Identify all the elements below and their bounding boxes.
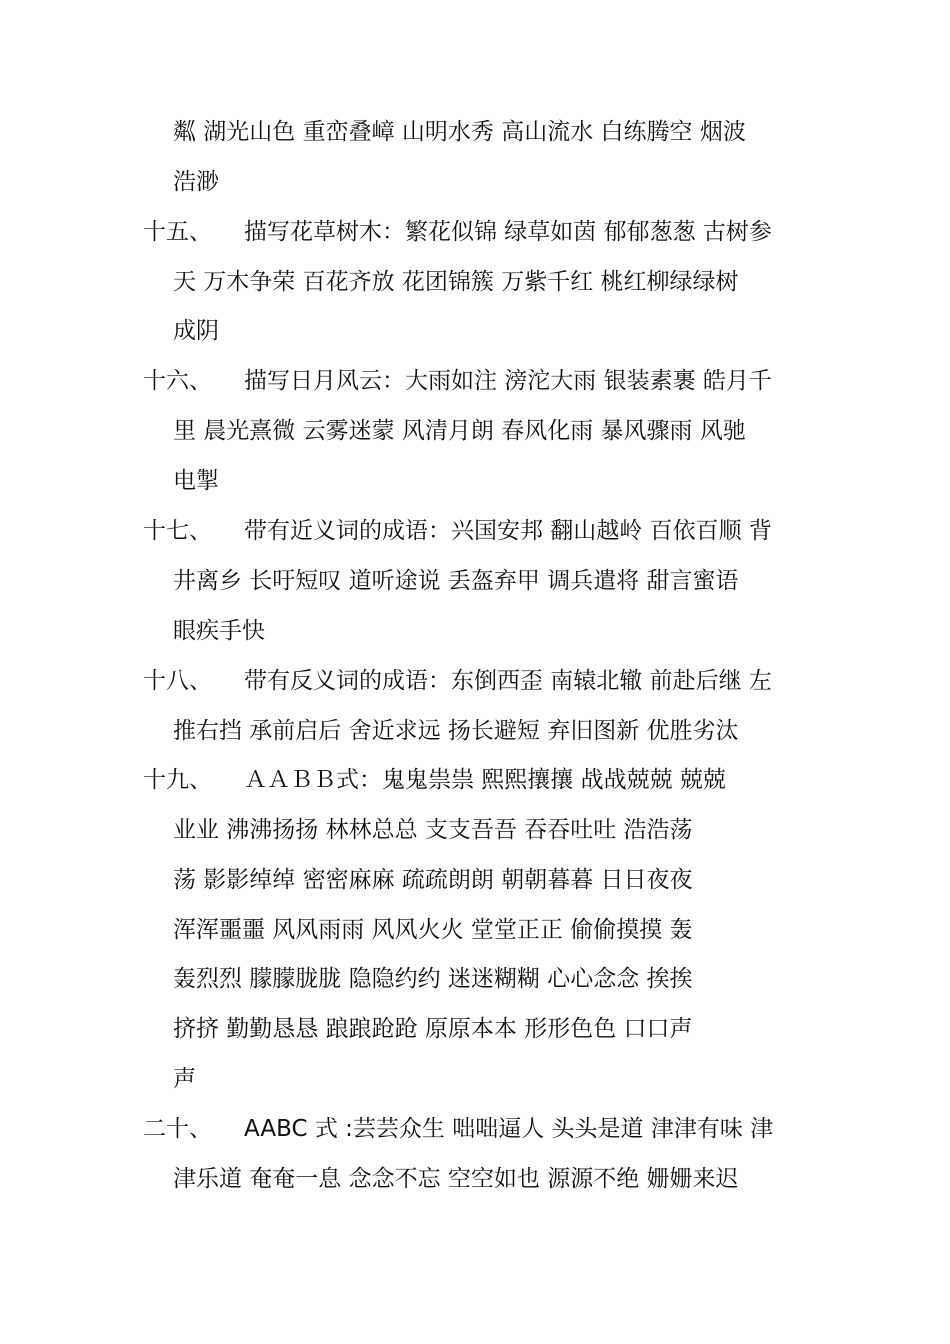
text-line: 浩渺 [173, 169, 219, 195]
text-line: 粼 湖光山色 重峦叠嶂 山明水秀 高山流水 白练腾空 烟波 [173, 119, 746, 145]
text-line: 成阴 [173, 318, 219, 344]
section-heading-line: 描写花草树木：繁花似锦 绿草如茵 郁郁葱葱 古树参 [244, 219, 772, 245]
section-number: 十九、 [143, 767, 212, 793]
section-heading-line: 带有近义词的成语：兴国安邦 翻山越岭 百依百顺 背 [244, 518, 772, 544]
text-line: 轰烈烈 朦朦胧胧 隐隐约约 迷迷糊糊 心心念念 挨挨 [173, 966, 693, 992]
text-line: 声 [173, 1066, 196, 1092]
section-heading-line: AABC 式 :芸芸众生 咄咄逼人 头头是道 津津有味 津 [244, 1116, 774, 1142]
text-line: 眼疾手快 [173, 618, 265, 644]
section-number: 十八、 [143, 668, 212, 694]
text-line: 里 晨光熹微 云雾迷蒙 风清月朗 春风化雨 暴风骤雨 风驰 [173, 418, 746, 444]
text-line: 电掣 [173, 468, 219, 494]
section-number: 十七、 [143, 518, 212, 544]
text-line: 推右挡 承前启后 舍近求远 扬长避短 弃旧图新 优胜劣汰 [173, 718, 739, 744]
section-number: 十六、 [143, 368, 212, 394]
section-heading-line: ＡＡＢＢ式：鬼鬼祟祟 熙熙攘攘 战战兢兢 兢兢 [244, 767, 726, 793]
text-line: 荡 影影绰绰 密密麻麻 疏疏朗朗 朝朝暮暮 日日夜夜 [173, 867, 693, 893]
text-line: 业业 沸沸扬扬 林林总总 支支吾吾 吞吞吐吐 浩浩荡 [173, 817, 693, 843]
text-line: 挤挤 勤勤恳恳 踉踉跄跄 原原本本 形形色色 口口声 [173, 1016, 693, 1042]
section-number: 十五、 [143, 219, 212, 245]
section-number: 二十、 [143, 1116, 212, 1142]
section-heading-line: 带有反义词的成语：东倒西歪 南辕北辙 前赴后继 左 [244, 668, 772, 694]
text-line: 浑浑噩噩 风风雨雨 风风火火 堂堂正正 偷偷摸摸 轰 [173, 917, 693, 943]
text-line: 井离乡 长吁短叹 道听途说 丢盔弃甲 调兵遣将 甜言蜜语 [173, 568, 739, 594]
text-line: 天 万木争荣 百花齐放 花团锦簇 万紫千红 桃红柳绿绿树 [173, 269, 739, 295]
text-line: 津乐道 奄奄一息 念念不忘 空空如也 源源不绝 姗姗来迟 [173, 1166, 739, 1192]
section-heading-line: 描写日月风云：大雨如注 滂沱大雨 银装素裹 皓月千 [244, 368, 772, 394]
